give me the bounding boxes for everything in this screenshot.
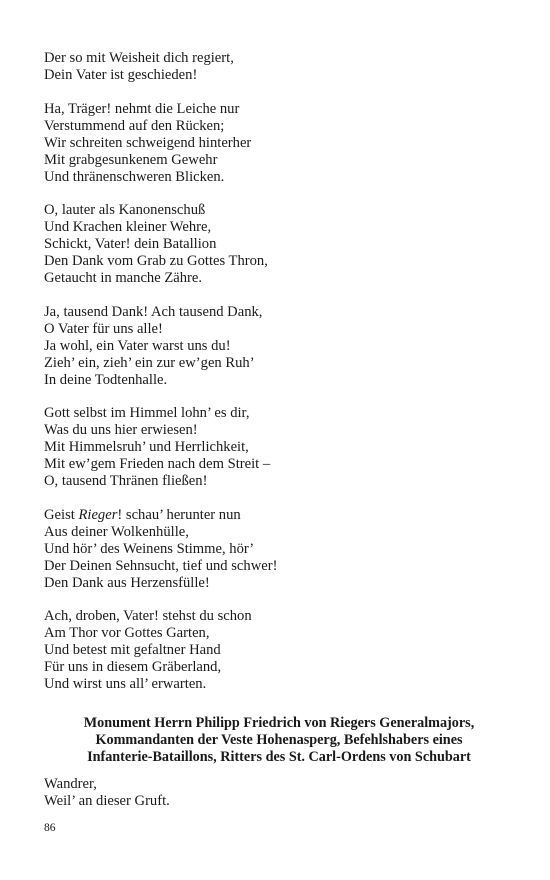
verse-line: Der so mit Weisheit dich regiert, [44, 50, 234, 66]
verse-text: Geist [44, 506, 79, 523]
verse-line: O, lauter als Kanonenschuß [44, 202, 206, 218]
verse-text: ! schau’ herunter nun [117, 506, 241, 523]
verse-line: Wandrer, [44, 776, 97, 792]
stanza [44, 304, 514, 389]
verse-line: Dein Vater ist geschieden! [44, 67, 198, 83]
poem-page [44, 50, 514, 827]
verse-line: Schickt, Vater! dein Batallion [44, 236, 217, 252]
verse-line: Aus deiner Wolkenhülle, [44, 523, 189, 540]
verse-line: Und Krachen kleiner Wehre, [44, 219, 212, 235]
verse-line: Für uns in diesem Gräberland, [44, 659, 222, 675]
verse-line: Weil’ an dieser Gruft. [44, 793, 170, 809]
verse-line: Gott selbst im Himmel lohn’ es dir, [44, 405, 250, 421]
verse-line: Und hör’ des Weinens Stimme, hör’ [44, 540, 255, 557]
verse-line: Der Deinen Sehnsucht, tief und schwer! [44, 557, 278, 574]
verse-line: Mit ew’gem Frieden nach dem Streit – [44, 456, 271, 472]
verse-line: Getaucht in manche Zähre. [44, 270, 203, 286]
verse-line: Ja wohl, ein Vater warst uns du! [44, 337, 231, 354]
section-heading [44, 715, 514, 766]
poem-body [44, 50, 514, 693]
verse-line [44, 507, 514, 524]
verse-line: Ha, Träger! nehmt die Leiche nur [44, 100, 240, 117]
italic-name: Rieger [78, 506, 118, 523]
verse-line: Am Thor vor Gottes Garten, [44, 625, 210, 641]
verse-line: Den Dank vom Grab zu Gottes Thron, [44, 253, 268, 269]
verse-line: Was du uns hier erwiesen! [44, 422, 198, 438]
verse-line: Und betest mit gefaltner Hand [44, 642, 221, 658]
stanza [44, 101, 514, 186]
verse-line: Den Dank aus Herzensfülle! [44, 574, 210, 591]
verse-line: Und thränenschweren Blicken. [44, 168, 225, 185]
heading-line: Infanterie-Bataillons, Ritters des St. Carl-Ordens von Schubart [87, 749, 471, 765]
verse-line: Mit Himmelsruh’ und Herrlichkeit, [44, 439, 249, 455]
stanza [44, 405, 514, 490]
heading-line: Kommandanten der Veste Hohenasperg, Befehlshabers eines [95, 732, 463, 748]
verse-line: In deine Todtenhalle. [44, 371, 168, 388]
verse-line: Ach, droben, Vater! stehst du schon [44, 608, 252, 624]
verse-line: Und wirst uns all’ erwarten. [44, 676, 207, 692]
stanza [44, 50, 514, 84]
verse-line: O, tausend Thränen fließen! [44, 473, 208, 489]
verse-line: Wir schreiten schweigend hinterher [44, 134, 252, 151]
stanza [44, 507, 514, 592]
page-number: 86 [44, 822, 56, 834]
verse-line: Mit grabgesunkenem Gewehr [44, 151, 218, 168]
verse-line: O Vater für uns alle! [44, 320, 163, 337]
final-stanza [44, 776, 514, 810]
stanza [44, 202, 514, 287]
verse-line: Ja, tausend Dank! Ach tausend Dank, [44, 303, 263, 320]
stanza [44, 608, 514, 693]
heading-line: Monument Herrn Philipp Friedrich von Riegers Generalmajors, [83, 715, 475, 731]
verse-line: Verstummend auf den Rücken; [44, 117, 225, 134]
verse-line: Zieh’ ein, zieh’ ein zur ew’gen Ruh’ [44, 354, 255, 371]
